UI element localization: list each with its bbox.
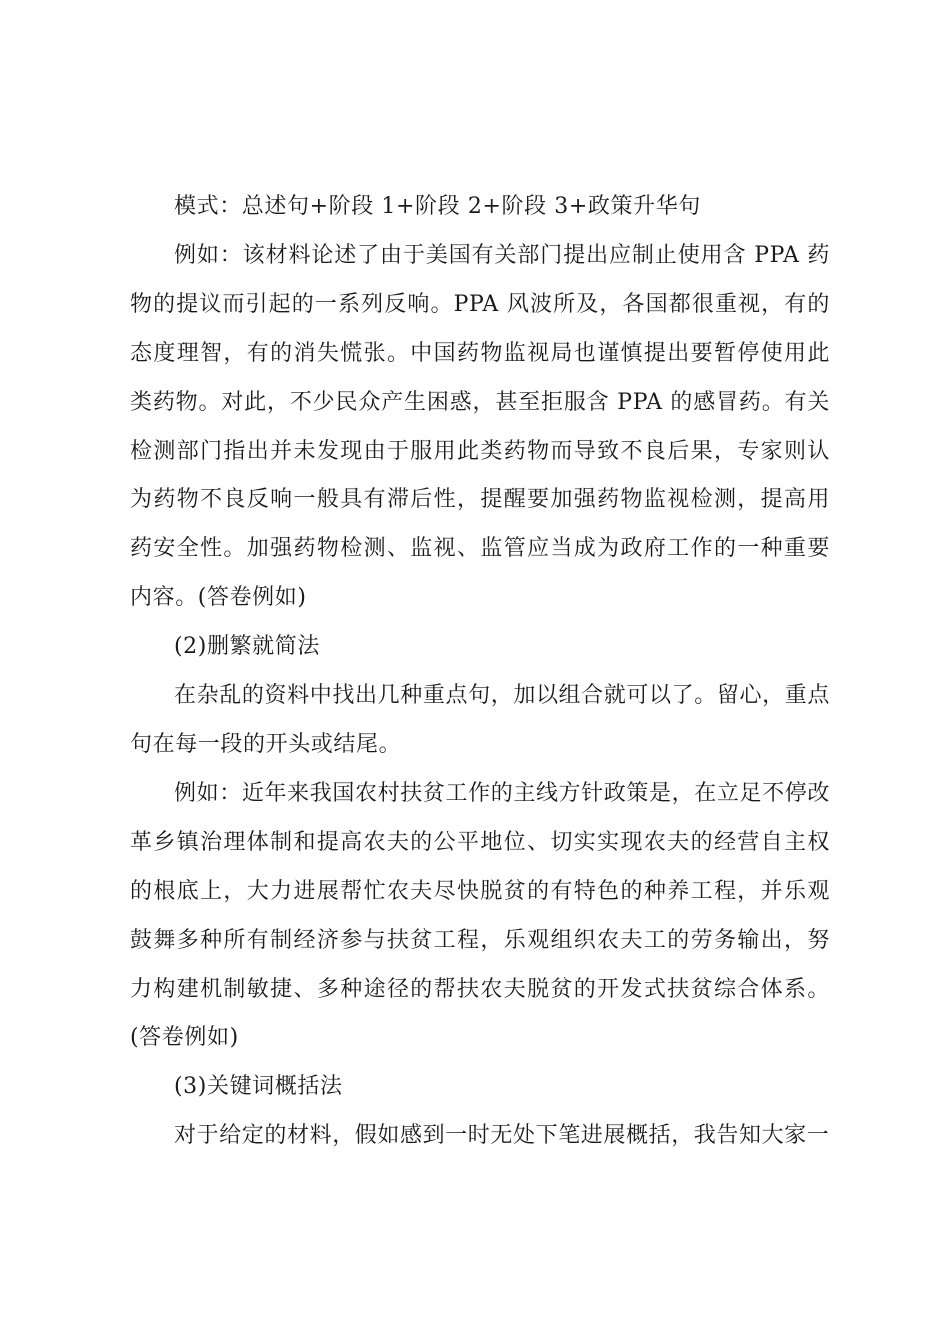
heading-method-3: (3)关键词概括法 xyxy=(174,1074,343,1100)
heading-method-2: (2)删繁就简法 xyxy=(174,634,320,660)
paragraph-example-ppa: 例如：该材料论述了由于美国有关部门提出应制止使用含 PPA 药物的提议而引起的一系列反响。PPA 风波所及，各国都很重视，有的态度理智，有的消失慌张。中国药物监视局也谨慎提出要暂停使用此类药物。对此，不少民众产生困惑，甚至拒服含 PPA 的感冒药。有关检测部门指出并未发现由于服用此类药物而导致不良后果，专家则认为药物不良反响一般具有滞后性，提醒要加强药物监视检测，提高用药安全性。加强药物检测、监视、监管应当成为政府工作的一种重要内容。(答卷例如) xyxy=(130,242,830,611)
paragraph-example-poverty: 例如：近年来我国农村扶贫工作的主线方针政策是，在立足不停改革乡镇治理体制和提高农夫的公平地位、切实实现农夫的经营自主权的根底上，大力进展帮忙农夫尽快脱贫的有特色的种养工程，并乐观鼓舞多种所有制经济参与扶贫工程，乐观组织农夫工的劳务输出，努力构建机制敏捷、多种途径的帮扶农夫脱贫的开发式扶贫综合体系。(答卷例如) xyxy=(130,780,830,1051)
paragraph-mode-formula: 模式：总述句+阶段 1+阶段 2+阶段 3+政策升华句 xyxy=(174,194,701,219)
paragraph-method-2-desc: 在杂乱的资料中找出几种重点句，加以组合就可以了。留心，重点句在每一段的开头或结尾。 xyxy=(130,683,830,757)
document-body xyxy=(130,183,830,1161)
paragraph-method-3-desc: 对于给定的材料，假如感到一时无处下笔进展概括，我告知大家一 xyxy=(174,1123,830,1149)
